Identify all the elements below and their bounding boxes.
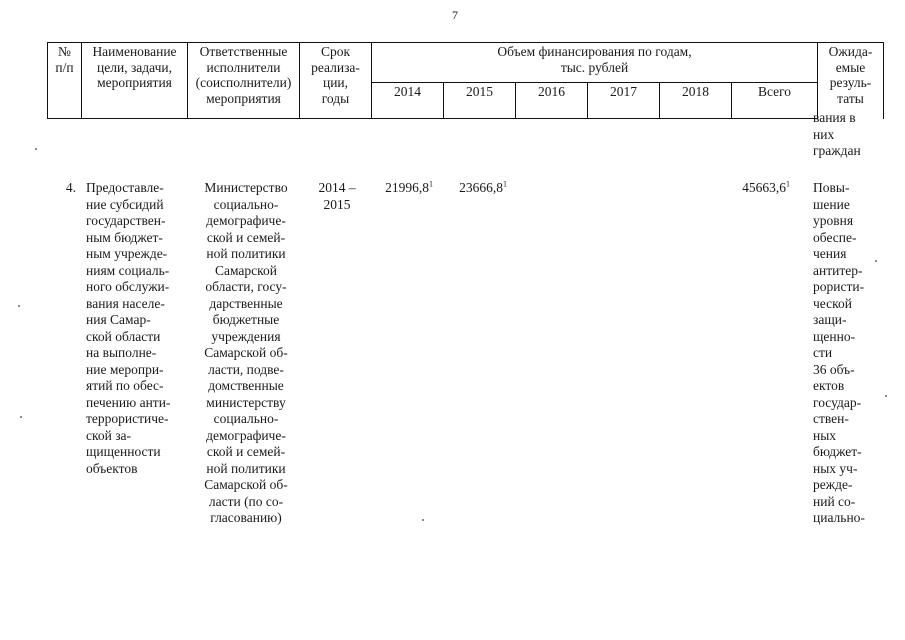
result-continuation: вания в них граждан	[813, 110, 861, 158]
row-term: 2014 – 2015	[318, 180, 356, 212]
scan-speck	[422, 519, 424, 521]
footnote-mark: 1	[785, 179, 790, 189]
year-total: Всего	[732, 83, 818, 119]
scan-speck	[885, 395, 887, 397]
header-goal: Наименование цели, задачи, мероприятия	[82, 43, 188, 119]
header-result: Ожида- емые резуль- таты	[818, 43, 884, 119]
header-funding: Объем финансирования по годам, тыс. рублей	[372, 43, 818, 83]
year-2015: 2015	[444, 83, 516, 119]
row-number: 4.	[65, 180, 76, 195]
year-2014: 2014	[372, 83, 444, 119]
footnote-mark: 1	[428, 179, 433, 189]
year-2016: 2016	[516, 83, 588, 119]
row-value-2014: 21996,8$^1$	[385, 179, 433, 195]
year-2017: 2017	[588, 83, 660, 119]
scan-speck	[18, 305, 20, 307]
row-value-total: 45663,6$^1$	[742, 179, 790, 195]
footnote-mark: 1	[502, 179, 507, 189]
row-value-2015: 23666,8$^1$	[459, 179, 507, 195]
row-executors: Министерство социально- демографиче- ской и семей- ной политики Самарской области, госу- дарственные бюджетные учреждения Самарской об- ласти, подве- домственные министерству социально- демографиче- ской и семей- ной политики Самарской об- ласти (по со- гласованию)	[204, 180, 288, 525]
scan-speck	[35, 148, 37, 150]
year-2018: 2018	[660, 83, 732, 119]
row-result: Повы- шение уровня обеспе- чения антитер- рористи- ческой защи- щенно- сти 36 объ- ектов государ- ствен- ных бюджет- ных уч- режде- ний со- циально-	[813, 180, 865, 525]
scan-speck	[20, 416, 22, 418]
scan-speck	[875, 260, 877, 262]
header-executors: Ответственные исполнители (соисполнители) мероприятия	[188, 43, 300, 119]
page-number: 7	[452, 8, 458, 22]
row-goal: Предоставле- ние субсидий государствен- ным бюджет- ным учрежде- ниям социаль- ного обслужи- вания населе- ния Самар- ской области на выполне- ние меропри- ятий по обес- печению анти- террористиче- ской за- щищенности объектов	[86, 180, 171, 476]
header-term: Срок реализа- ции, годы	[300, 43, 372, 119]
funding-table-header	[47, 42, 884, 119]
header-num: № п/п	[48, 43, 82, 119]
